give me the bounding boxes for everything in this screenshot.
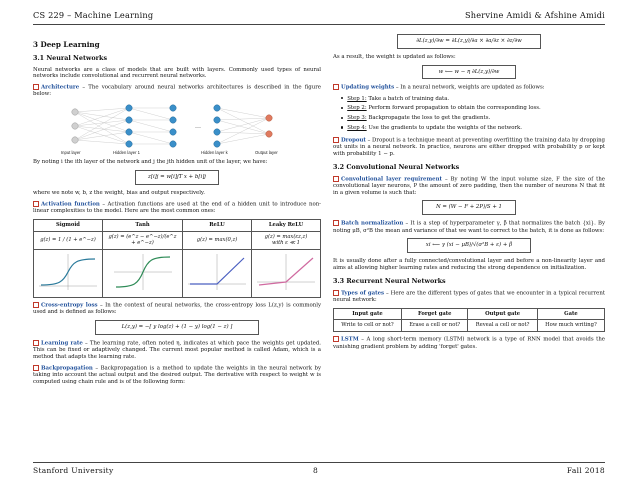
dropout-tag: Dropout xyxy=(341,137,366,144)
header-course: CS 229 – Machine Learning xyxy=(33,10,154,20)
section-title: 3 Deep Learning xyxy=(33,40,100,49)
subsection-rnn-title: 3.3 Recurrent Neural Networks xyxy=(333,276,446,285)
batchnorm-paragraph xyxy=(333,220,605,234)
activation-header-relu: ReLU xyxy=(183,219,252,231)
cross-entropy-tag: Cross-entropy loss xyxy=(41,302,98,309)
notation-text: By noting i the ith layer of the network and j the jth hidden unit of the layer, we have: xyxy=(33,159,268,166)
formula-leaky: g(z) = max(εz,z) xyxy=(264,233,308,240)
header-rule xyxy=(33,24,605,25)
step-text: Use the gradients to update the weights of the network. xyxy=(366,125,523,132)
conv-tag: Convolutional layer requirement xyxy=(341,176,443,183)
activation-header-tanh: Tanh xyxy=(103,219,183,231)
list-item xyxy=(341,115,605,122)
activation-tag: Activation function xyxy=(41,201,100,208)
hidden-neurons-k xyxy=(214,105,220,147)
updating-weights-paragraph xyxy=(333,84,605,91)
gates-table xyxy=(333,308,605,333)
right-column xyxy=(333,34,605,354)
sigmoid-plot xyxy=(37,252,99,292)
activation-header-leaky: Leaky ReLU xyxy=(252,219,321,231)
footer-university: Stanford University xyxy=(33,466,114,475)
checkbox-icon xyxy=(33,340,39,346)
gates-header-input: Input gate xyxy=(334,308,402,320)
learning-rate-tag: Learning rate xyxy=(41,340,83,347)
activation-table xyxy=(33,219,321,298)
layer-label-input: Input layer xyxy=(61,150,81,156)
plot-cell-leaky xyxy=(252,250,321,298)
architecture-text: – The vocabulary around neural networks architectures is described in the figure below: xyxy=(33,84,322,98)
plot-cell-tanh xyxy=(103,250,183,298)
lstm-text: – A long short-term memory (LSTM) network is a type of RNN model that avoids the vanishing gradient problem by adding 'forget' gates. xyxy=(333,336,605,350)
notation-where: where we note w, b, z the weight, bias and output respectively. xyxy=(33,189,205,196)
lstm-tag: LSTM xyxy=(341,336,359,343)
step-text: Perform forward propagation to obtain the corresponding loss. xyxy=(366,105,541,112)
page-number: 8 xyxy=(313,466,319,475)
header-authors: Shervine Amidi & Afshine Amidi xyxy=(464,10,605,20)
gates-cell: Write to cell or not? xyxy=(334,320,402,332)
list-item xyxy=(341,96,605,103)
step-label: Step 2: xyxy=(347,105,367,112)
backprop-paragraph xyxy=(33,365,321,386)
footer-rule xyxy=(33,462,605,463)
formula-sigmoid: g(z) = 1 / (1 + e^−z) xyxy=(34,231,103,250)
layer-label-hidden1: Hidden layer 1 xyxy=(113,150,141,156)
activation-header-sigmoid: Sigmoid xyxy=(34,219,103,231)
bullet-icon xyxy=(341,117,343,119)
gates-header-gate: Gate xyxy=(537,308,604,320)
bullet-icon xyxy=(341,126,343,128)
tanh-plot xyxy=(112,252,174,292)
subsection-cnn-title: 3.2 Convolutional Neural Networks xyxy=(333,162,460,171)
activation-paragraph xyxy=(33,201,321,215)
step-text: Backpropagate the loss to get the gradients. xyxy=(366,115,491,122)
nn-intro: Neural networks are a class of models that are built with layers. Commonly used types of neural networks include convolutional and recurrent neural networks. xyxy=(33,66,321,80)
page-header xyxy=(33,10,605,24)
bullet-icon xyxy=(341,107,343,109)
plot-cell-relu xyxy=(183,250,252,298)
checkbox-icon xyxy=(333,176,339,182)
cross-entropy-text: – In the context of neural networks, the cross-entropy loss L(z,y) is commonly used and is defined as follows: xyxy=(33,302,321,316)
gates-cell: Reveal a cell or not? xyxy=(468,320,537,332)
conv-equation: N = (W − F + 2P)/S + 1 xyxy=(422,200,516,215)
layer-ellipsis: … xyxy=(195,123,201,131)
cross-entropy-paragraph xyxy=(33,302,321,316)
conv-paragraph xyxy=(333,176,605,197)
formula-tanh: g(z) = (e^z − e^−z)/(e^z + e^−z) xyxy=(103,231,183,250)
checkbox-icon xyxy=(333,220,339,226)
checkbox-icon xyxy=(33,201,39,207)
footer-term: Fall 2018 xyxy=(566,466,605,475)
gates-header-forget: Forget gate xyxy=(402,308,468,320)
dropout-text: – Dropout is a technique meant at preventing overfitting the training data by dropping out units in a neural network. In practice, neurons are either dropped with probability p or kept with probability 1 − p. xyxy=(333,137,605,157)
step-label: Step 3: xyxy=(347,115,367,122)
gates-cell: Erase a cell or not? xyxy=(402,320,468,332)
leaky-relu-plot xyxy=(255,252,317,292)
nn-architecture-diagram xyxy=(33,102,321,156)
checkbox-icon xyxy=(33,365,39,371)
batchnorm-tag: Batch normalization xyxy=(341,220,404,227)
subsection-nn-title: 3.1 Neural Networks xyxy=(33,53,108,62)
cross-entropy-equation: L(z,y) = −[ y log(z) + (1 − y) log(1 − z) ] xyxy=(95,320,259,335)
batchnorm-equation: xi ⟵ γ (xi − μB)/√(σ²B + ε) + β xyxy=(407,238,531,253)
steps-list xyxy=(341,96,605,132)
layer-label-output: Output layer xyxy=(255,150,278,156)
dropout-paragraph xyxy=(333,137,605,158)
learning-rate-paragraph xyxy=(33,340,321,361)
input-neurons xyxy=(72,109,78,143)
relu-plot xyxy=(186,252,248,292)
gates-text: – Here are the different types of gates that we encounter in a typical recurrent neural network: xyxy=(333,290,605,303)
hidden-neurons-2 xyxy=(170,105,176,147)
updating-weights-text: – In a neural network, weights are updated as follows: xyxy=(395,84,545,91)
backprop-text: – Backpropagation is a method to update the weights in the neural network by taking into account the actual output and the desired output. The derivative with respect to weight w is computed using chain rule and is of the following form: xyxy=(33,365,321,385)
lstm-paragraph xyxy=(333,336,605,350)
batchnorm-text: – It is a step of hyperparameter γ, β that normalizes the batch {xi}. By noting μB, σ²B the mean and variance of that we want to correct to the batch, it is done as follows: xyxy=(333,220,605,234)
checkbox-icon xyxy=(333,84,339,90)
hidden-neurons-1 xyxy=(126,105,132,147)
checkbox-icon xyxy=(333,336,339,342)
formula-leaky-note: with ε ≪ 1 xyxy=(272,240,300,247)
list-item xyxy=(341,105,605,112)
architecture-tag: Architecture xyxy=(41,84,80,91)
plot-cell-sigmoid xyxy=(34,250,103,298)
backprop-tag: Backpropagation xyxy=(41,365,93,372)
conv-text: – By noting W the input volume size, F the size of the convolutional layer neurons, P the amount of zero padding, then the number of neurons N that fit in a given volume is such that: xyxy=(333,176,605,196)
weight-update-equation: w ⟵ w − η ∂L(z,y)/∂w xyxy=(422,65,516,80)
layer-label-hiddenk: Hidden layer k xyxy=(201,150,228,156)
formula-leaky-cell xyxy=(252,231,321,250)
output-neurons xyxy=(266,115,272,137)
chain-rule-equation: ∂L(z,y)/∂w = ∂L(z,y)/∂a × ∂a/∂z × ∂z/∂w xyxy=(397,34,541,49)
batchnorm-after: It is usually done after a fully connected/convolutional layer and before a non-linearity layer and aims at allowing higher learning rates and reducing the strong dependence on initialization. xyxy=(333,258,605,271)
gates-tag: Types of gates xyxy=(341,290,385,297)
notation-equation: z[i]j = w[i]jT x + b[i]j xyxy=(135,170,219,185)
architecture-paragraph xyxy=(33,84,321,98)
bullet-icon xyxy=(341,97,343,99)
gates-header-output: Output gate xyxy=(468,308,537,320)
checkbox-icon xyxy=(333,290,339,296)
page-footer xyxy=(33,466,605,478)
formula-relu: g(z) = max(0,z) xyxy=(183,231,252,250)
checkbox-icon xyxy=(333,137,339,143)
left-column xyxy=(33,34,321,390)
list-item xyxy=(341,125,605,132)
gates-paragraph xyxy=(333,290,605,304)
nn-connections xyxy=(75,108,269,144)
step-label: Step 4: xyxy=(347,125,367,132)
updating-weights-tag: Updating weights xyxy=(341,84,395,91)
checkbox-icon xyxy=(33,84,39,90)
step-text: Take a batch of training data. xyxy=(366,95,450,102)
activation-text: – Activation functions are used at the end of a hidden unit to introduce non-linear complexities to the model. Here are the most common ones: xyxy=(33,201,321,214)
step-label: Step 1: xyxy=(347,95,367,102)
learning-rate-text: – The learning rate, often noted η, indicates at which pace the weights get updated. This can be fixed or adaptively changed. The current most popular method is called Adam, which is a method that adapts the learning rate. xyxy=(33,340,322,360)
result-text: As a result, the weight is updated as follows: xyxy=(333,53,456,60)
gates-cell: How much writing? xyxy=(537,320,604,332)
checkbox-icon xyxy=(33,302,39,308)
